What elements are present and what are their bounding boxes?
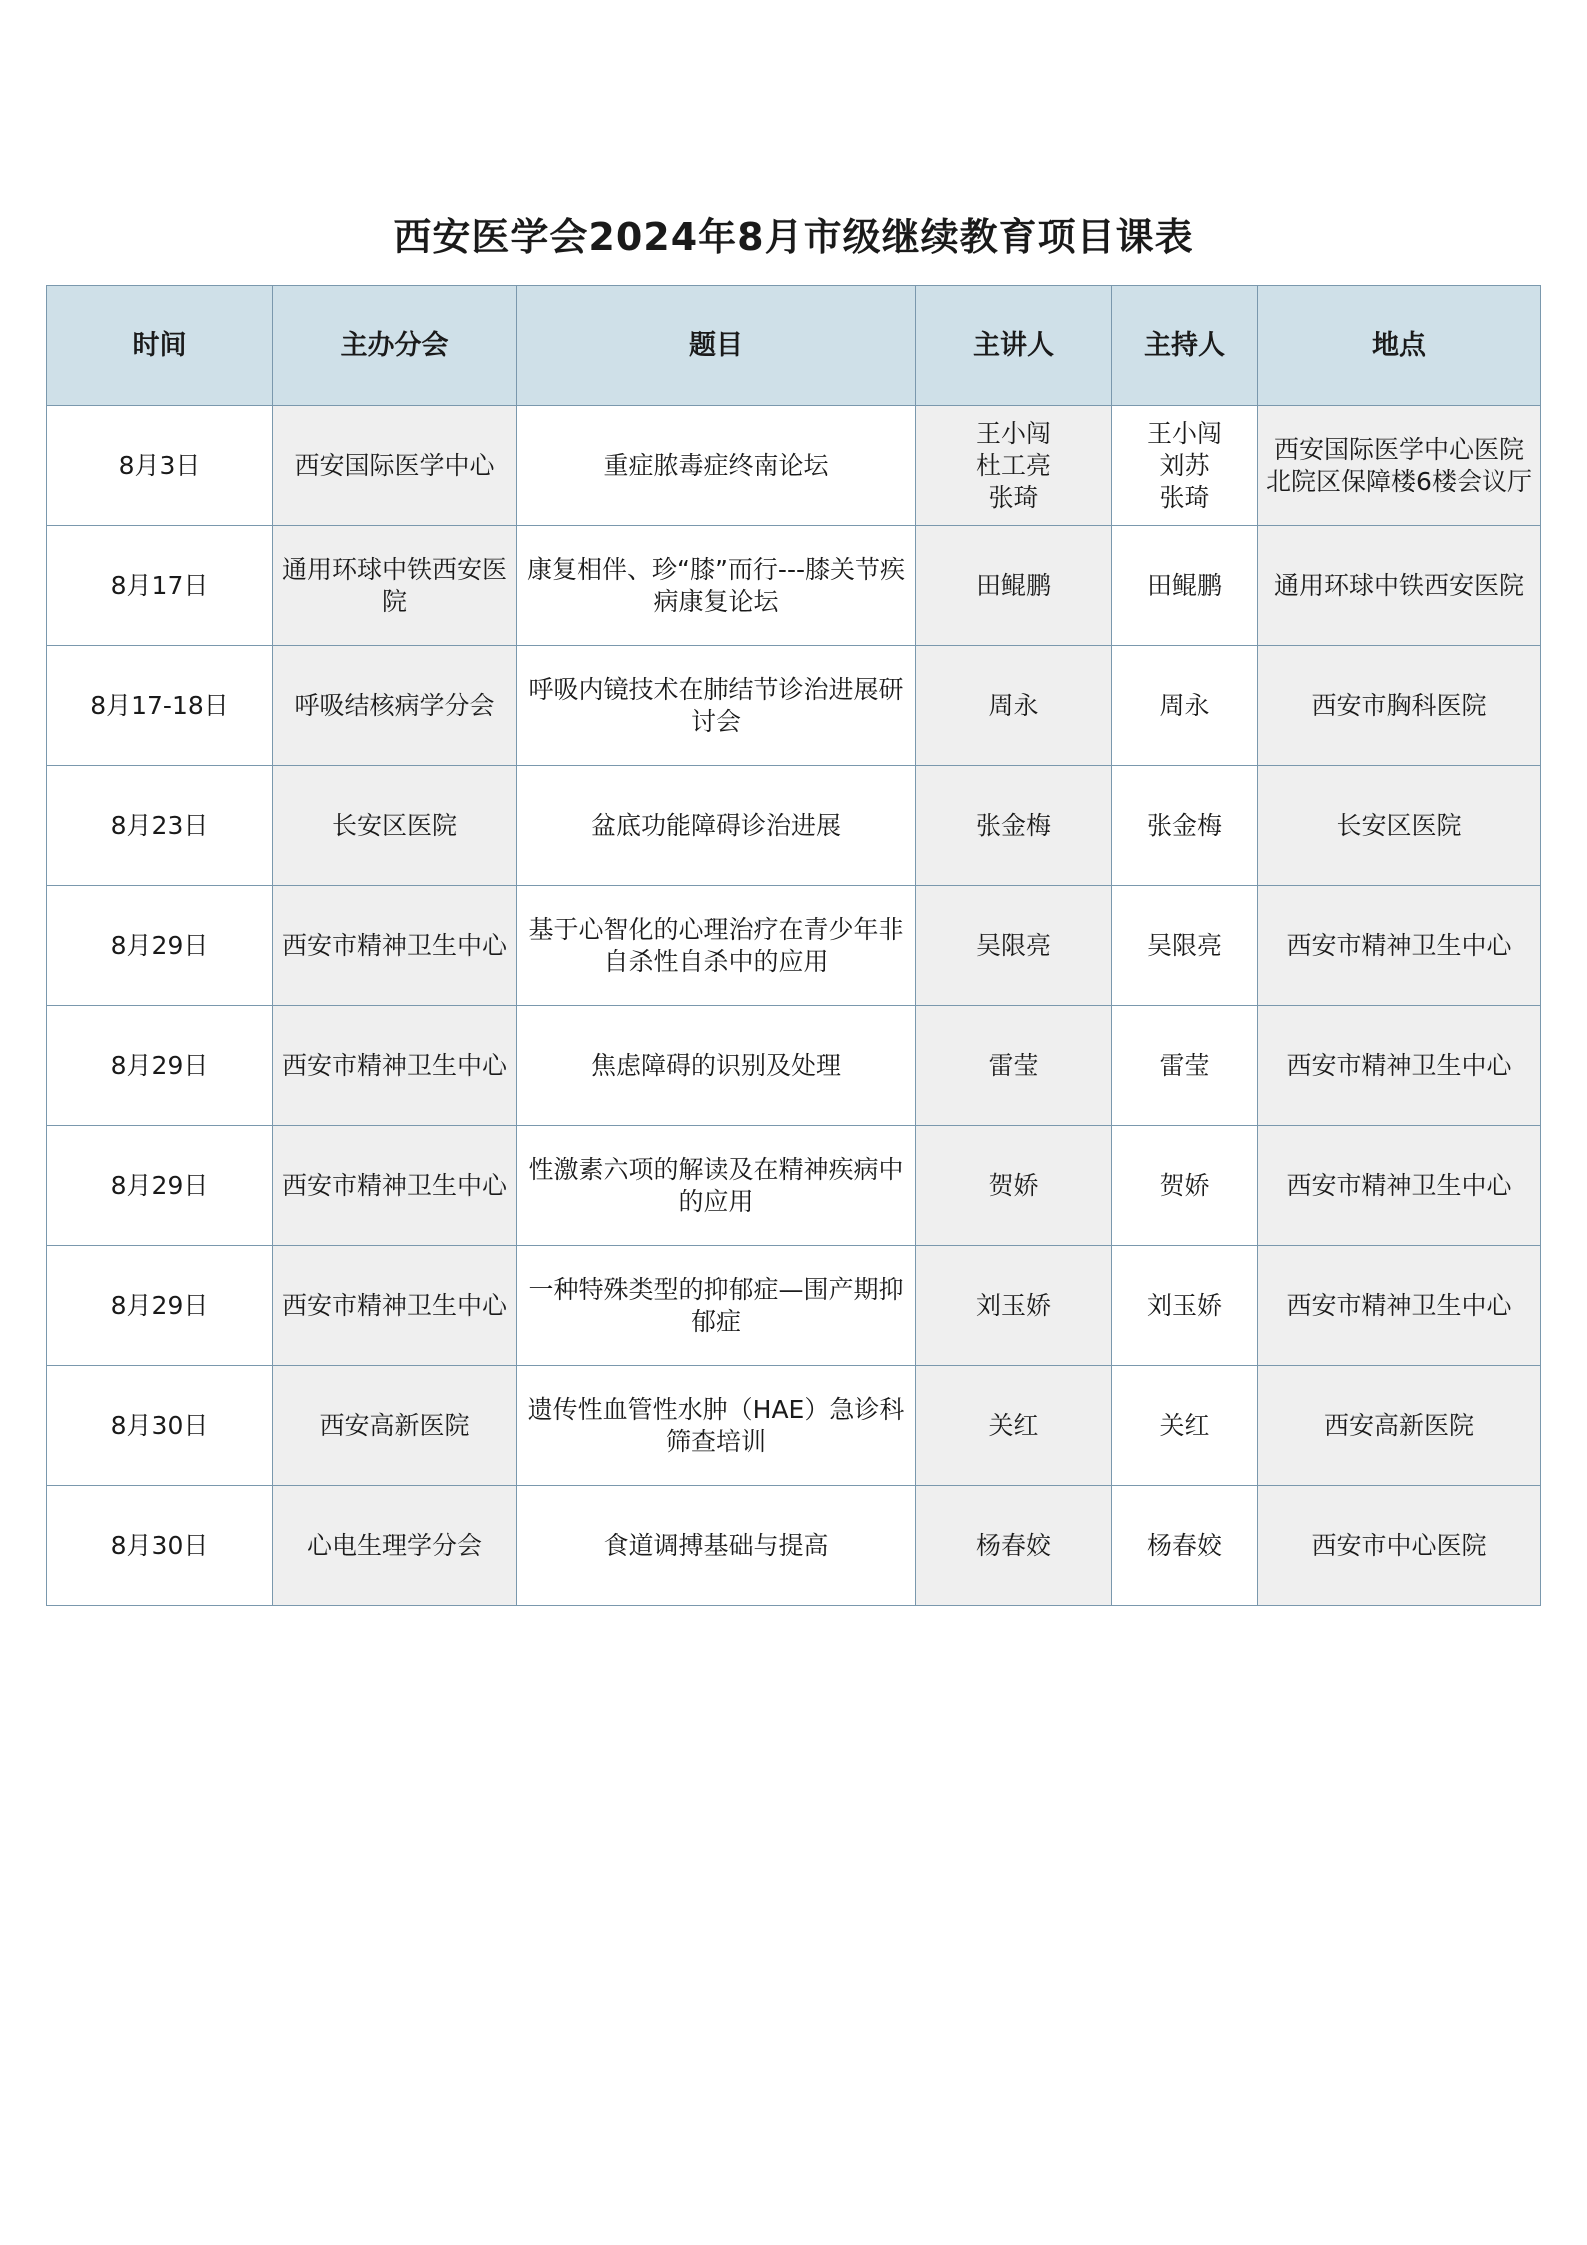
- cell-location: 通用环球中铁西安医院: [1258, 526, 1541, 646]
- cell-speaker-line: 关红: [988, 1410, 1039, 1440]
- cell-host-line: 关红: [1159, 1410, 1210, 1440]
- cell-topic: 性激素六项的解读及在精神疾病中的应用: [517, 1126, 916, 1246]
- cell-time: 8月29日: [47, 1126, 273, 1246]
- table-row: [47, 1246, 1541, 1366]
- cell-host-line: 杨春姣: [1146, 1530, 1222, 1560]
- cell-host: [1112, 1486, 1258, 1606]
- table-row: [47, 766, 1541, 886]
- cell-topic: 重症脓毒症终南论坛: [517, 406, 916, 526]
- cell-time: 8月29日: [47, 886, 273, 1006]
- cell-speaker-line: 杜工亮: [975, 450, 1051, 480]
- cell-speaker-line: 张金梅: [975, 810, 1051, 840]
- cell-host-line: 雷莹: [1159, 1050, 1210, 1080]
- cell-speaker: [916, 1006, 1112, 1126]
- column-header-organizer: 主办分会: [273, 286, 517, 406]
- cell-host-line: 贺娇: [1159, 1170, 1210, 1200]
- cell-speaker-line: 杨春姣: [975, 1530, 1051, 1560]
- cell-host: [1112, 766, 1258, 886]
- column-header-speaker: 主讲人: [916, 286, 1112, 406]
- cell-location: 西安市精神卫生中心: [1258, 886, 1541, 1006]
- cell-host-line: 刘玉娇: [1146, 1290, 1222, 1320]
- cell-topic: 食道调搏基础与提高: [517, 1486, 916, 1606]
- cell-speaker-line: 吴限亮: [975, 930, 1051, 960]
- cell-organizer: 西安国际医学中心: [273, 406, 517, 526]
- schedule-table: [46, 285, 1541, 1606]
- cell-topic: 焦虑障碍的识别及处理: [517, 1006, 916, 1126]
- column-header-time: 时间: [47, 286, 273, 406]
- cell-time: 8月17-18日: [47, 646, 273, 766]
- cell-speaker-line: 田鲲鹏: [975, 570, 1051, 600]
- cell-organizer: 西安市精神卫生中心: [273, 886, 517, 1006]
- cell-speaker: [916, 1126, 1112, 1246]
- cell-time: 8月30日: [47, 1366, 273, 1486]
- cell-time: 8月3日: [47, 406, 273, 526]
- cell-location: 长安区医院: [1258, 766, 1541, 886]
- cell-host: [1112, 1126, 1258, 1246]
- cell-speaker-line: 雷莹: [988, 1050, 1039, 1080]
- cell-location: 西安市中心医院: [1258, 1486, 1541, 1606]
- cell-host-line: 张金梅: [1146, 810, 1222, 840]
- cell-location: 西安市精神卫生中心: [1258, 1246, 1541, 1366]
- cell-host: [1112, 1246, 1258, 1366]
- cell-location: 西安国际医学中心医院北院区保障楼6楼会议厅: [1258, 406, 1541, 526]
- cell-speaker-line: 周永: [988, 690, 1039, 720]
- cell-speaker: [916, 886, 1112, 1006]
- cell-speaker-line: 张琦: [988, 482, 1039, 512]
- cell-host-line: 周永: [1159, 690, 1210, 720]
- cell-organizer: 西安高新医院: [273, 1366, 517, 1486]
- cell-speaker: [916, 1366, 1112, 1486]
- cell-topic: 康复相伴、珍“膝”而行---膝关节疾病康复论坛: [517, 526, 916, 646]
- cell-speaker: [916, 766, 1112, 886]
- cell-speaker: [916, 1486, 1112, 1606]
- cell-host: [1112, 886, 1258, 1006]
- cell-host: [1112, 1006, 1258, 1126]
- cell-time: 8月30日: [47, 1486, 273, 1606]
- column-header-topic: 题目: [517, 286, 916, 406]
- cell-time: 8月23日: [47, 766, 273, 886]
- cell-organizer: 西安市精神卫生中心: [273, 1126, 517, 1246]
- cell-organizer: 心电生理学分会: [273, 1486, 517, 1606]
- column-header-location: 地点: [1258, 286, 1541, 406]
- table-row: [47, 1126, 1541, 1246]
- cell-topic: 呼吸内镜技术在肺结节诊治进展研讨会: [517, 646, 916, 766]
- cell-speaker-line: 王小闯: [975, 418, 1051, 448]
- table-row: [47, 406, 1541, 526]
- cell-host-line: 王小闯: [1146, 418, 1222, 448]
- cell-location: 西安高新医院: [1258, 1366, 1541, 1486]
- cell-location: 西安市胸科医院: [1258, 646, 1541, 766]
- cell-host-line: 刘苏: [1159, 450, 1210, 480]
- cell-speaker: [916, 646, 1112, 766]
- cell-time: 8月29日: [47, 1006, 273, 1126]
- table-header-row: [47, 286, 1541, 406]
- table-row: [47, 646, 1541, 766]
- schedule-body: [47, 406, 1541, 1606]
- cell-host-line: 张琦: [1159, 482, 1210, 512]
- table-row: [47, 1486, 1541, 1606]
- table-row: [47, 886, 1541, 1006]
- cell-organizer: 呼吸结核病学分会: [273, 646, 517, 766]
- cell-topic: 遗传性血管性水肿（HAE）急诊科筛查培训: [517, 1366, 916, 1486]
- cell-host: [1112, 406, 1258, 526]
- cell-speaker-line: 贺娇: [988, 1170, 1039, 1200]
- table-row: [47, 526, 1541, 646]
- cell-host: [1112, 526, 1258, 646]
- cell-organizer: 西安市精神卫生中心: [273, 1006, 517, 1126]
- cell-host-line: 田鲲鹏: [1146, 570, 1222, 600]
- cell-host: [1112, 646, 1258, 766]
- cell-organizer: 长安区医院: [273, 766, 517, 886]
- cell-topic: 基于心智化的心理治疗在青少年非自杀性自杀中的应用: [517, 886, 916, 1006]
- cell-speaker: [916, 406, 1112, 526]
- cell-host-line: 吴限亮: [1146, 930, 1222, 960]
- cell-organizer: 通用环球中铁西安医院: [273, 526, 517, 646]
- table-row: [47, 1006, 1541, 1126]
- cell-speaker: [916, 526, 1112, 646]
- cell-location: 西安市精神卫生中心: [1258, 1126, 1541, 1246]
- cell-topic: 一种特殊类型的抑郁症—围产期抑郁症: [517, 1246, 916, 1366]
- cell-organizer: 西安市精神卫生中心: [273, 1246, 517, 1366]
- cell-speaker-line: 刘玉娇: [975, 1290, 1051, 1320]
- column-header-host: 主持人: [1112, 286, 1258, 406]
- cell-speaker: [916, 1246, 1112, 1366]
- cell-topic: 盆底功能障碍诊治进展: [517, 766, 916, 886]
- cell-time: 8月29日: [47, 1246, 273, 1366]
- cell-host: [1112, 1366, 1258, 1486]
- cell-location: 西安市精神卫生中心: [1258, 1006, 1541, 1126]
- page-title: 西安医学会2024年8月市级继续教育项目课表: [393, 215, 1194, 259]
- cell-time: 8月17日: [47, 526, 273, 646]
- table-row: [47, 1366, 1541, 1486]
